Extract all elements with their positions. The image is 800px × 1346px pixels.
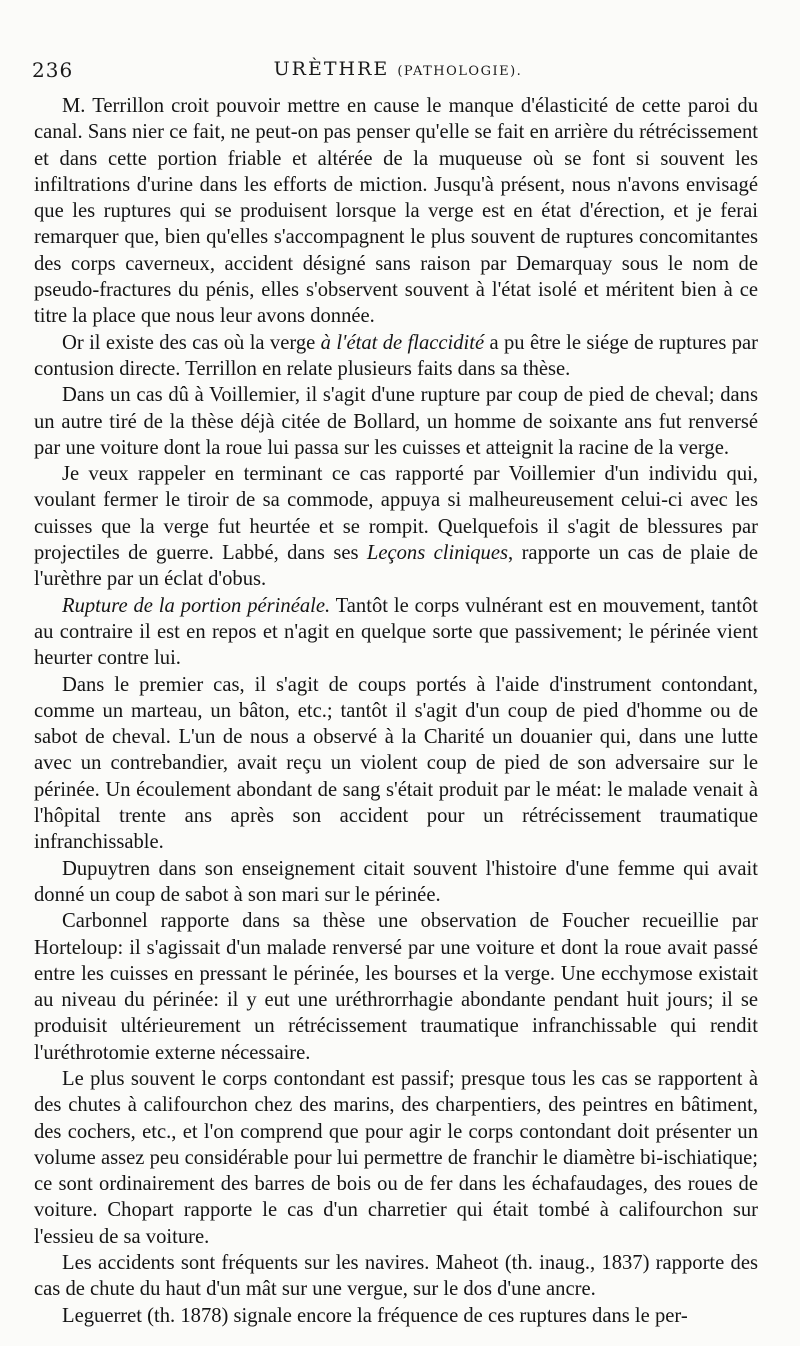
paragraph: Dupuytren dans son enseignement citait souvent l'histoire d'une femme qui avait donné un coup de sabot à son mari sur le périnée. — [34, 857, 758, 906]
running-head — [32, 58, 764, 88]
paragraph: Carbonnel rapporte dans sa thèse une observation de Foucher recueillie par Horteloup: il s'agissait d'un malade renversé par une voiture et dont la roue avait passé entre les cuisses en pressant le périnée, les bourses et la verge. Une ecchymose existait au niveau du périnée: il y eut une uréthrorrhagie abondante pendant huit jours; il se produisit ultérieurement un rétrécissement traumatique infranchissable qui rendit l'uréthrotomie externe nécessaire. — [34, 910, 758, 1064]
section-heading: Rupture de la portion périnéale. — [62, 594, 331, 617]
paragraph: Leguerret (th. 1878) signale encore la fréquence de ces ruptures dans le per- — [62, 1304, 688, 1327]
running-title — [32, 58, 764, 80]
chapter-title: URÈTHRE — [273, 58, 390, 80]
section-heading-paragraph: Rupture de la portion périnéale. Tantôt le corps vulnérant est en mouvement, tantôt au contraire il est en repos et n'agit en quelque sorte que passivement; le périnée vient heurter contre lui. — [34, 594, 758, 670]
paragraph: Dans un cas dû à Voillemier, il s'agit d'une rupture par coup de pied de cheval; dans un autre tiré de la thèse déjà citée de Bollard, un homme de soixante ans fut renversé par une voiture dont la roue lui passa sur les cuisses et atteignit la racine de la verge. — [34, 384, 758, 459]
paragraph: Je veux rappeler en terminant ce cas rapporté par Voillemier d'un individu qui, voulant fermer le tiroir de sa commode, appuya si malheureusement celui-ci avec les cuisses que la verge fut heurtée et se rompit. Quelquefois il s'agit de blessures par projectiles de guerre. Labbé, dans ses Leçons cliniques, rapporte un cas de plaie de l'urèthre par un éclat d'obus. — [34, 463, 758, 591]
paragraph: Le plus souvent le corps contondant est passif; presque tous les cas se rapportent à des chutes à califourchon chez des marins, des charpentiers, des peintres en bâtiment, des cochers, etc., et l'on comprend que pour agir le corps contondant doit présenter un volume assez peu considérable pour lui permettre de franchir le diamètre bi-ischiatique; ce sont ordinairement des barres de bois ou de fer dans les échafaudages, des roues de voiture. Chopart rapporte le cas d'un charretier qui était tombé à califourchon sur l'essieu de sa voiture. — [34, 1067, 758, 1248]
paragraph: Les accidents sont fréquents sur les navires. Maheot (th. inaug., 1837) rapporte des cas de chute du haut d'un mât sur une vergue, sur le dos d'une ancre. — [34, 1252, 758, 1301]
chapter-subtitle: (PATHOLOGIE). — [397, 64, 523, 79]
paragraph: Or il existe des cas où la verge à l'état de flaccidité a pu être le siége de ruptures par contusion directe. Terrillon en relate plusieurs faits dans sa thèse. — [34, 331, 758, 380]
body-text — [34, 93, 758, 1329]
page-number: 236 — [32, 58, 74, 82]
paragraph: M. Terrillon croit pouvoir mettre en cause le manque d'élasticité de cette paroi du canal. Sans nier ce fait, ne peut-on pas penser qu'elle se fait en arrière du rétrécissement et dans cette portion friable et altérée de la muqueuse où se font si souvent les infiltrations d'urine dans les efforts de miction. Jusqu'à présent, nous n'avons envisagé que les ruptures qui se produisent lorsque la verge est en état d'érection, et je ferai remarquer que, bien qu'elles s'accompagnent le plus souvent de ruptures concomitantes des corps caverneux, accident désigné sans raison par Demarquay sous le nom de pseudo-fractures du pénis, elles s'observent souvent à l'état isolé et méritent bien à ce titre la place que nous leur avons donnée. — [34, 95, 758, 328]
paragraph: Dans le premier cas, il s'agit de coups portés à l'aide d'instrument contondant, comme un marteau, un bâton, etc.; tantôt il s'agit d'un coup de pied d'homme ou de sabot de cheval. L'un de nous a observé à la Charité un douanier qui, dans une lutte avec un contrebandier, avait reçu un violent coup de pied de son adversaire sur le périnée. Un écoulement abondant de sang s'était produit par le méat: le malade venait à l'hôpital trente ans après son accident pour un rétrécissement traumatique infranchissable. — [34, 673, 758, 854]
